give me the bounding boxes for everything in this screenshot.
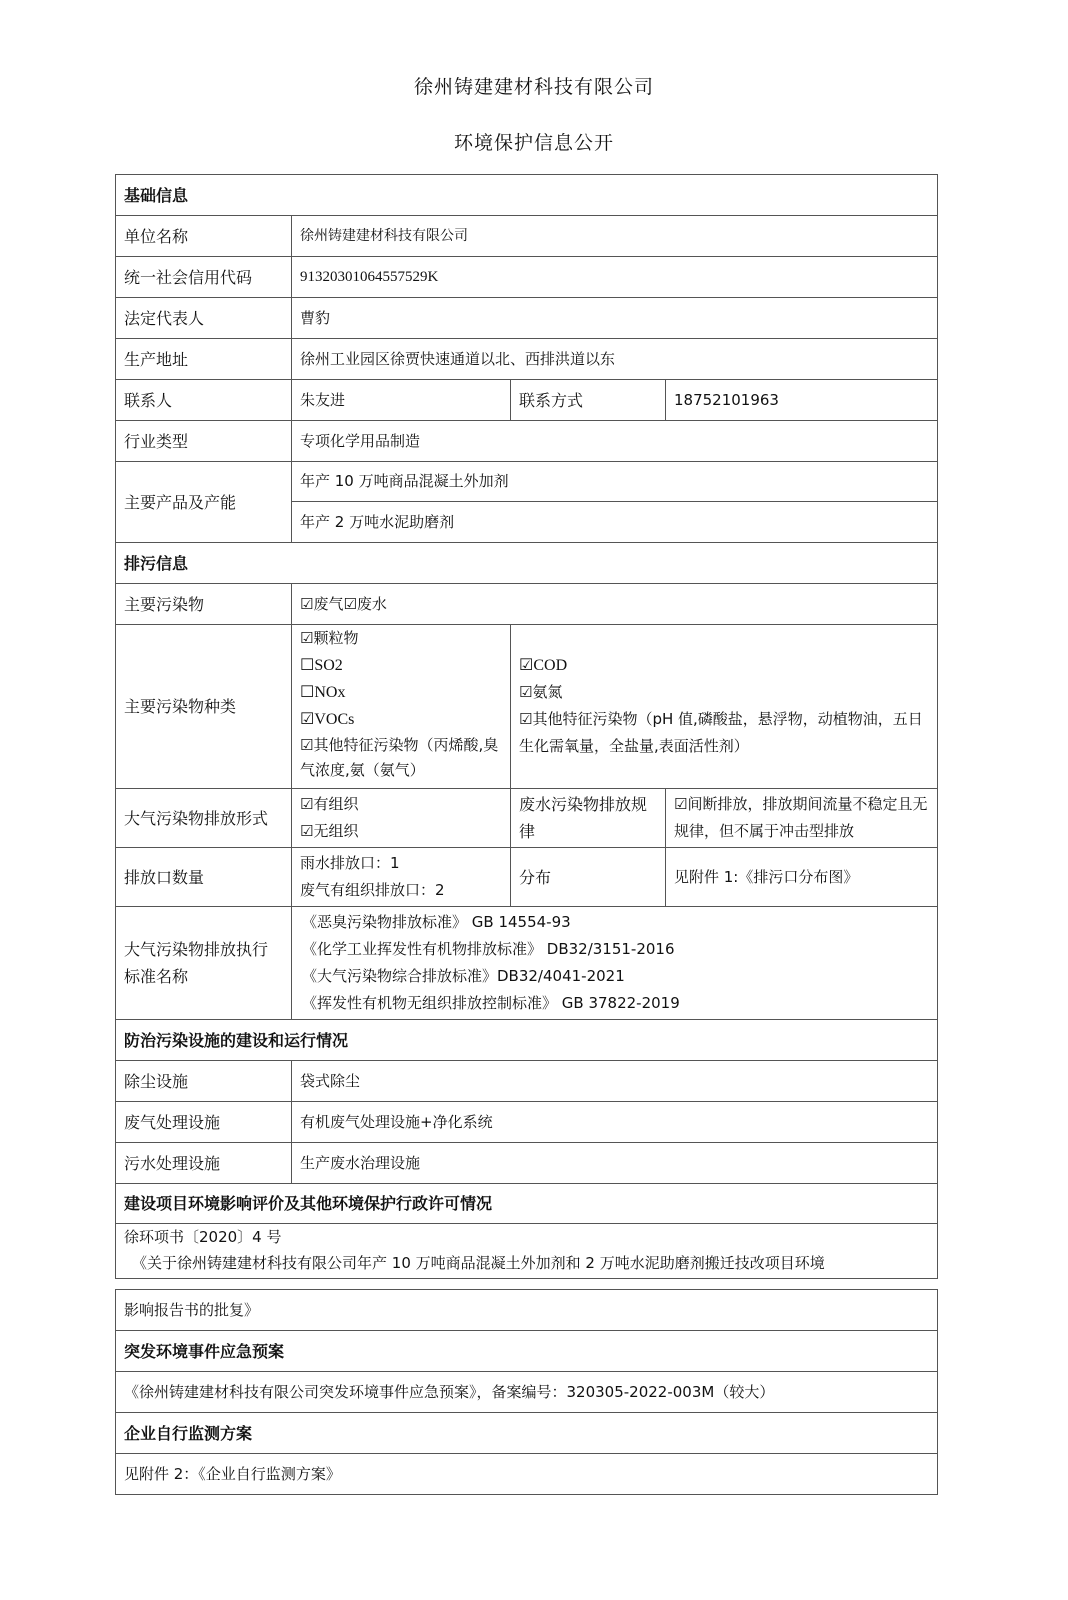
emergency-plan-text: 《徐州铸建建材科技有限公司突发环境事件应急预案》，备案编号：320305-2022-003M（较大） [116, 1372, 938, 1413]
water-item-cod: ☑COD [519, 657, 568, 674]
unit-name-label: 单位名称 [116, 216, 292, 257]
products-label: 主要产品及产能 [116, 462, 292, 543]
pollutant-types-label: 主要污染物种类 [116, 625, 292, 789]
section-facilities: 防治污染设施的建设和运行情况 [116, 1020, 938, 1061]
industry-value: 专项化学用品制造 [292, 421, 938, 462]
dust-facility-value: 袋式除尘 [292, 1061, 938, 1102]
contact-label: 联系人 [116, 380, 292, 421]
outlet-rain: 雨水排放口：1 [300, 854, 400, 872]
document-title: 环境保护信息公开 [453, 132, 614, 154]
outlet-air: 废气有组织排放口：2 [300, 881, 445, 899]
phone-label: 联系方式 [511, 380, 666, 421]
phone-value: 18752101963 [666, 380, 938, 421]
air-form-unorganized: ☑无组织 [300, 822, 359, 840]
outlet-count-label: 排放口数量 [116, 848, 292, 907]
company-title: 徐州铸建建材科技有限公司 [413, 76, 654, 98]
section-basic-info: 基础信息 [116, 175, 938, 216]
industry-label: 行业类型 [116, 421, 292, 462]
air-item-so2: ☐SO2 [300, 657, 343, 674]
dust-facility-label: 除尘设施 [116, 1061, 292, 1102]
eia-line-2: 《关于徐州铸建建材科技有限公司年产 10 万吨商品混凝土外加剂和 2 万吨水泥助磨剂搬迁技改项目环境 [132, 1254, 825, 1272]
product-1-value: 年产 10 万吨商品混凝土外加剂 [292, 462, 938, 502]
credit-code-value: 91320301064557529K [292, 257, 938, 298]
water-facility-value: 生产废水治理设施 [292, 1143, 938, 1184]
air-pollutant-list [292, 625, 511, 789]
standard-item: 《化学工业挥发性有机物排放标准》 DB32/3151-2016 [302, 940, 675, 958]
gas-facility-label: 废气处理设施 [116, 1102, 292, 1143]
distribution-label: 分布 [511, 848, 666, 907]
contact-value: 朱友进 [292, 380, 511, 421]
info-table-continued [115, 1289, 938, 1495]
section-emergency: 突发环境事件应急预案 [116, 1331, 938, 1372]
standard-item: 《恶臭污染物排放标准》 GB 14554-93 [302, 913, 571, 931]
info-table-main [115, 174, 938, 1279]
credit-code-label: 统一社会信用代码 [116, 257, 292, 298]
water-rule-label: 废水污染物排放规律 [511, 789, 666, 848]
standard-item: 《挥发性有机物无组织排放控制标准》 GB 37822-2019 [302, 994, 680, 1012]
monitoring-text: 见附件 2：《企业自行监测方案》 [116, 1454, 938, 1495]
air-form-organized: ☑有组织 [300, 795, 359, 813]
legal-rep-label: 法定代表人 [116, 298, 292, 339]
water-item-other: ☑其他特征污染物（pH 值,磷酸盐，悬浮物，动植物油，五日生化需氧量，全盐量,表面活性剂） [519, 710, 923, 755]
water-rule-value: ☑间断排放，排放期间流量不稳定且无规律，但不属于冲击型排放 [666, 789, 938, 848]
main-pollutants-label: 主要污染物 [116, 584, 292, 625]
unit-name-value: 徐州铸建建材科技有限公司 [292, 216, 938, 257]
distribution-value: 见附件 1:《排污口分布图》 [666, 848, 938, 907]
section-monitoring: 企业自行监测方案 [116, 1413, 938, 1454]
air-item-vocs: ☑VOCs [300, 711, 355, 728]
air-form-label: 大气污染物排放形式 [116, 789, 292, 848]
air-item-particulate: ☑颗粒物 [300, 629, 359, 647]
section-eia: 建设项目环境影响评价及其他环境保护行政许可情况 [116, 1184, 938, 1224]
water-facility-label: 污水处理设施 [116, 1143, 292, 1184]
eia-line-1: 徐环项书〔2020〕4 号 [124, 1228, 282, 1246]
eia-line-3: 影响报告书的批复》 [116, 1290, 938, 1331]
section-discharge-info: 排污信息 [116, 543, 938, 584]
standards-label: 大气污染物排放执行标准名称 [116, 907, 292, 1020]
air-form-values [292, 789, 511, 848]
standard-item: 《大气污染物综合排放标准》DB32/4041-2021 [302, 967, 625, 985]
air-item-other: ☑其他特征污染物（丙烯酸,臭气浓度,氨（氨气） [300, 736, 499, 779]
water-pollutant-list [511, 625, 938, 789]
address-label: 生产地址 [116, 339, 292, 380]
eia-content [116, 1224, 938, 1279]
product-2-value: 年产 2 万吨水泥助磨剂 [292, 502, 938, 543]
outlet-count-values [292, 848, 511, 907]
water-item-ammonia: ☑氨氮 [519, 683, 563, 701]
standards-list [292, 907, 938, 1020]
main-pollutants-value: ☑废气☑废水 [292, 584, 938, 625]
address-value: 徐州工业园区徐贾快速通道以北、西排洪道以东 [292, 339, 938, 380]
gas-facility-value: 有机废气处理设施+净化系统 [292, 1102, 938, 1143]
legal-rep-value: 曹豹 [292, 298, 938, 339]
air-item-nox: ☐NOx [300, 684, 346, 701]
